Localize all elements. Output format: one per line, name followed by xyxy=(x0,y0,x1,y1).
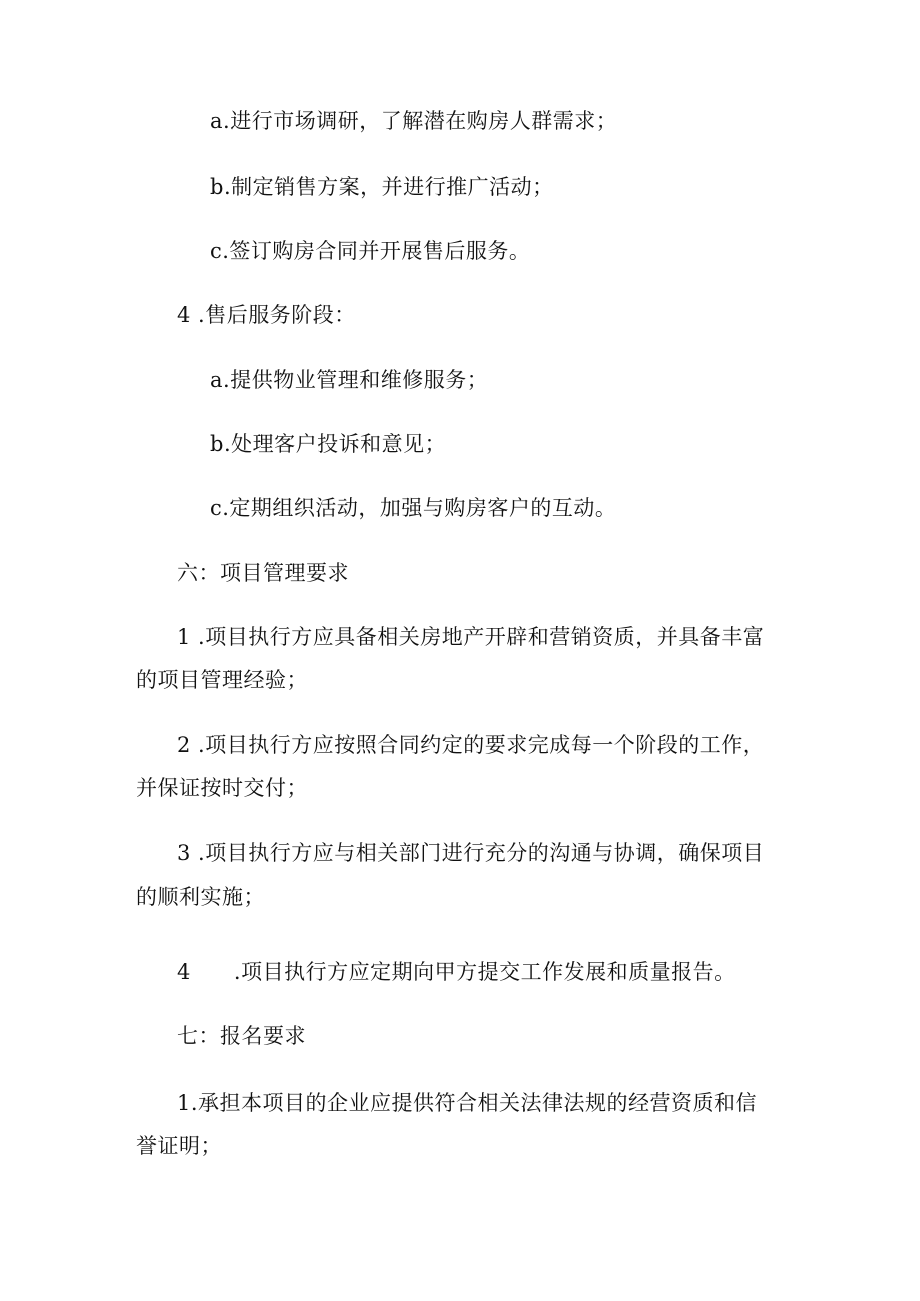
paragraph-line: 4 .项目执行方应定期向甲方提交工作发展和质量报告。 xyxy=(177,960,736,984)
section-heading: 七：报名要求 xyxy=(177,1024,306,1048)
list-item: c.定期组织活动，加强与购房客户的互动。 xyxy=(210,496,617,520)
section-item-heading: 4 .售后服务阶段： xyxy=(177,303,356,327)
paragraph-line: 并保证按时交付； xyxy=(136,776,308,800)
paragraph-line: 1.承担本项目的企业应提供符合相关法律法规的经营资质和信 xyxy=(177,1091,758,1115)
list-item: c.签订购房合同并开展售后服务。 xyxy=(210,239,531,263)
paragraph-line: 3 .项目执行方应与相关部门进行充分的沟通与协调，确保项目 xyxy=(177,841,765,865)
paragraph-line: 的顺利实施； xyxy=(136,885,265,909)
paragraph-line: 1 .项目执行方应具备相关房地产开辟和营销资质，并具备丰富 xyxy=(177,625,765,649)
list-item: b.制定销售方案，并进行推广活动； xyxy=(210,175,554,199)
list-item: b.处理客户投诉和意见； xyxy=(210,432,447,456)
paragraph-line: 2 .项目执行方应按照合同约定的要求完成每一个阶段的工作， xyxy=(177,733,765,757)
list-item: a.提供物业管理和维修服务； xyxy=(210,368,489,392)
paragraph-line: 的项目管理经验； xyxy=(136,668,308,692)
list-item: a.进行市场调研，了解潜在购房人群需求； xyxy=(210,109,618,133)
paragraph-line: 誉证明； xyxy=(136,1134,222,1158)
section-heading: 六：项目管理要求 xyxy=(177,561,349,585)
